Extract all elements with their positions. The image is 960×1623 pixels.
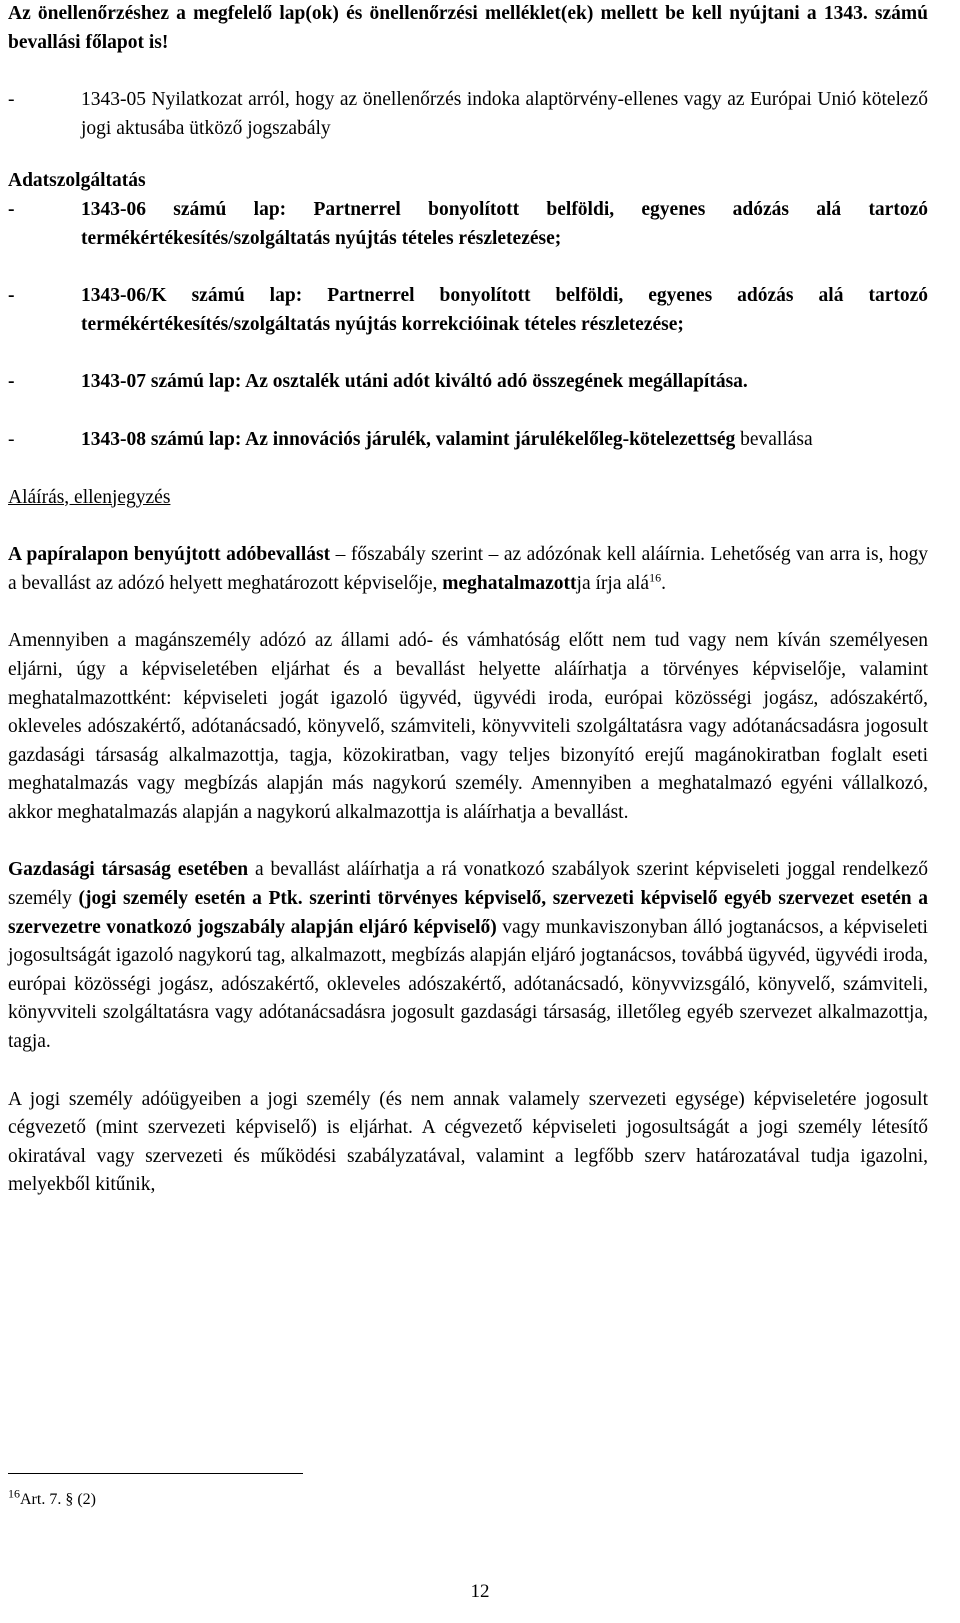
body-text: – főszabály szerint – az adózónak kell aláírnia. Lehetőség van arra is, hogy a bevallást az adózó helyett meghatározott képviselője, (8, 544, 928, 594)
list-item-text: 1343-07 számú lap: Az osztalék utáni adót kiváltó adó összegének megállapítása. (81, 371, 748, 393)
list-item-1343-06 (8, 196, 928, 253)
footnote-text: Art. 7. § (2) (20, 1491, 96, 1508)
signature-paragraph-1 (8, 541, 928, 598)
list-item-text: 1343-06 számú lap: Partnerrel bonyolított belföldi, egyenes adózás alá tartozó termékértékesítés/szolgáltatás nyújtás tételes részletezése; (81, 198, 928, 249)
list-item-1343-07 (8, 368, 928, 397)
bullet-dash: - (8, 285, 15, 307)
intro-paragraph: Az önellenőrzéshez a megfelelő lap(ok) és önellenőrzési melléklet(ek) mellett be kell nyújtani a 1343. számú bevallási főlapot is! (8, 3, 928, 53)
bold-text: (jogi személy esetén a Ptk. szerinti törvényes képviselő, szervezeti képviselő egyéb szervezet esetén a szervezetre vonatkozó jogszabály alapján eljáró képviselő) (8, 888, 928, 938)
footnote-reference: 16 (649, 570, 662, 585)
body-text: vagy munkaviszonyban álló jogtanácsos, a képviseleti jogosultságát igazoló nagykorú tag, alkalmazott, megbízás alapján eljáró jogtanácsos, továbbá ügyvéd, ügyvédi iroda, európai közösségi jogász, adószakértő, okleveles adószakértő, adótanácsadó, könyvvizsgáló, könyvelő, számviteli, könyvviteli szolgáltatásra vagy adótanácsadásra jogosult gazdasági társaság, illetőleg egyéb szervezet alkalmazottja, tagja. (8, 916, 928, 1053)
body-text: ja írja alá (576, 572, 650, 594)
footnote-separator (8, 1473, 303, 1474)
list-item-1343-08 (8, 426, 928, 455)
bullet-dash: - (8, 198, 15, 220)
body-text: . (661, 572, 666, 594)
list-item-text: 1343-05 Nyilatkozat arról, hogy az önellenőrzés indoka alaptörvény-ellenes vagy az Európai Unió kötelező jogi aktusába ütköző jogszabály (81, 89, 928, 139)
body-text: a bevallást aláírhatja a rá vonatkozó szabályok szerint képviseleti joggal rendelkező személy (8, 859, 928, 910)
list-item-text-bold: 1343-08 számú lap: Az innovációs járulék, valamint járulékelőleg-kötelezettség (81, 428, 736, 450)
signature-paragraph-3 (8, 856, 928, 1056)
list-item-1343-06k (8, 282, 928, 339)
bold-text: meghatalmazott (442, 572, 577, 594)
page-number: 12 (470, 1581, 490, 1602)
signature-paragraph-2: Amennyiben a magánszemély adózó az állami adó- és vámhatóság előtt nem tud vagy nem kíván személyesen eljárni, úgy a képviseletében eljárhat és a bevallást helyette aláírhatja a törvényes képviselője, valamint meghatalmazottként: képviseleti jogát igazoló ügyvéd, ügyvédi iroda, európai közösségi jogász, adószakértő, okleveles adószakértő, adótanácsadó, könyvelő, számviteli, könyvviteli szolgáltatásra vagy adótanácsadásra jogosult gazdasági társaság alkalmazottja, tagja, közokiratban, vagy teljes bizonyító erejű magánokiratban foglalt eseti meghatalmazás vagy megbízás alapján más nagykorú személy. Amennyiben a meghatalmazó egyéni vállalkozó, akkor meghatalmazás alapján a nagykorú alkalmazottja is aláírhatja a bevallást. (8, 630, 928, 823)
list-item-text: bevallása (740, 428, 813, 450)
section-heading-adatszolgaltatas: Adatszolgáltatás (8, 170, 146, 192)
list-item-text: 1343-06/K számú lap: Partnerrel bonyolított belföldi, egyenes adózás alá tartozó termékértékesítés/szolgáltatás nyújtás korrekcióinak tételes részletezése; (81, 285, 928, 335)
bullet-dash: - (8, 371, 15, 393)
bullet-dash: - (8, 89, 15, 111)
list-item-1343-05 (8, 86, 928, 143)
bold-text: Gazdasági társaság esetében (8, 859, 249, 881)
footnote (8, 1486, 96, 1510)
bold-text: A papíralapon benyújtott adóbevallást (8, 544, 331, 566)
footnote-number: 16 (8, 1486, 20, 1501)
bullet-dash: - (8, 428, 15, 450)
signature-paragraph-4: A jogi személy adóügyeiben a jogi személy (és nem annak valamely szervezeti egysége) képviseletére jogosult cégvezető (mint szervezeti képviselő) is eljárhat. A cégvezető képviseleti jogosultságát a jogi személy létesítő okiratával vagy szervezeti és működési szabályzatával, valamint a legfőbb szerv határozatával tudja igazolni, melyekből kitűnik, (8, 1088, 928, 1196)
section-heading-signature: Aláírás, ellenjegyzés (8, 486, 171, 508)
document-page (8, 0, 928, 1200)
